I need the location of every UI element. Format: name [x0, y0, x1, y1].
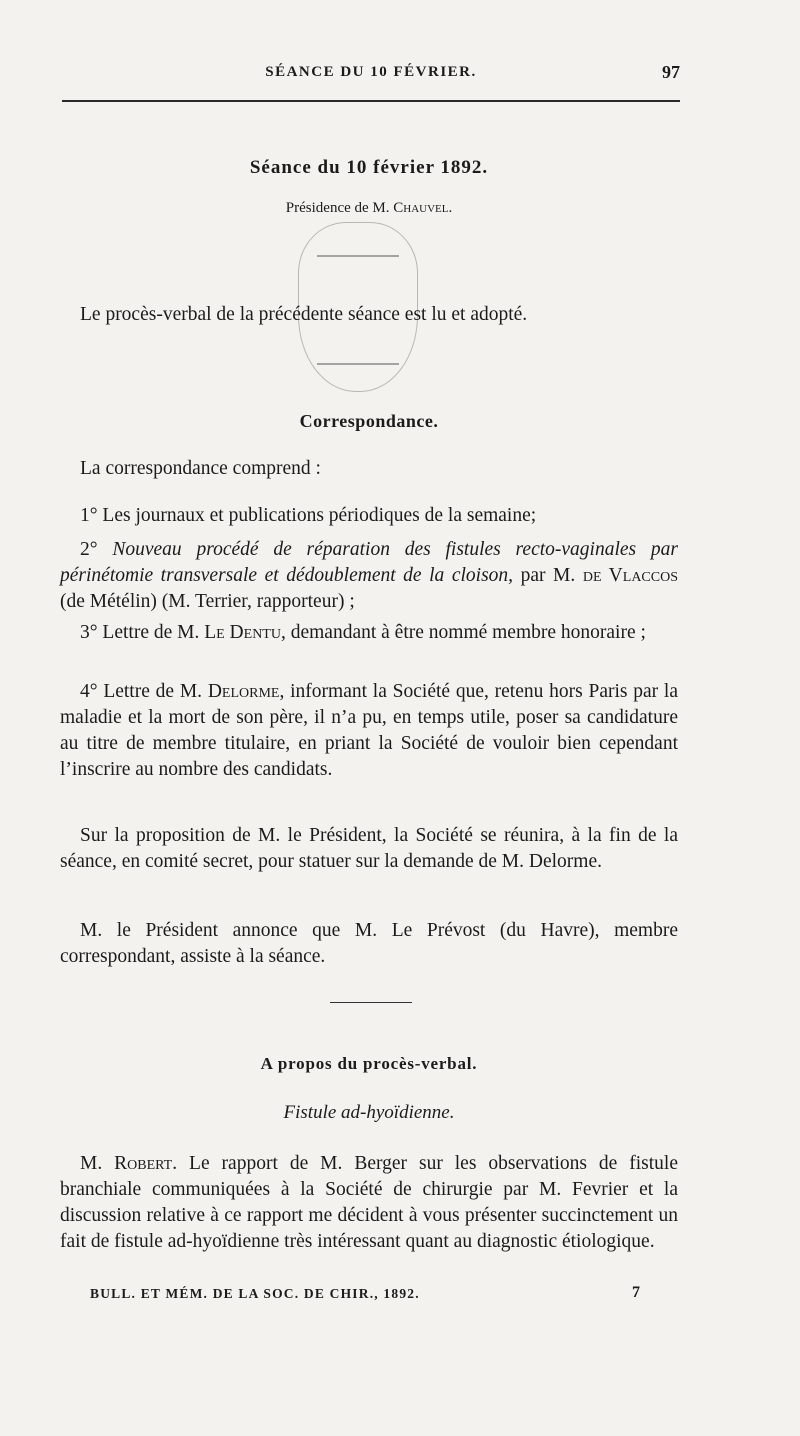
proposition-paragraph — [60, 823, 678, 875]
propos-heading: A propos du procès-verbal. — [260, 1054, 478, 1073]
robert-text: Le rapport de M. Berger sur les observations de fistule branchiale communiquées à la Société de chirurgie par M. Fevrier et la discussion relative à ce rapport me décident à vous présenter succinctement un fait de fistule ad-hyoïdienne très intéressant quant au diagnostic étiologique. — [60, 1153, 678, 1252]
stamp-bar-top — [317, 255, 399, 257]
proposition-text: Sur la proposition de M. le Président, la Société se réunira, à la fin de la séance, en comité secret, pour statuer sur la demande de M. Delorme. — [60, 825, 678, 872]
signature-mark: 7 — [632, 1284, 640, 1301]
item-4-after: informant la Société que, retenu hors Paris par la maladie et la mort de son père, il n’a pu, en temps utile, poser sa candidature au titre de membre titulaire, en priant la Société de vouloir bien cependant l’inscrire au nombre des candidats. — [60, 681, 679, 780]
robert-paragraph — [60, 1151, 678, 1255]
correspondance-item-2 — [60, 537, 678, 615]
item-2-number: 2° — [80, 539, 98, 560]
item-1-text: 1° Les journaux et publications périodiques de la semaine; — [80, 505, 537, 526]
president-name: Chauvel. — [393, 200, 453, 216]
item-3-after: demandant à être nommé membre honoraire ; — [290, 622, 646, 643]
running-head-title: SÉANCE DU 10 FÉVRIER. — [265, 64, 477, 80]
speaker-name: M. Robert. — [80, 1153, 178, 1174]
running-head — [62, 62, 680, 92]
intro-text: La correspondance comprend : — [80, 458, 321, 479]
item-2-author: de Vlaccos — [582, 565, 678, 586]
stamp-bar-bottom — [317, 363, 399, 365]
pv-adopted-paragraph — [60, 302, 678, 328]
item-2-par: par M. — [520, 565, 576, 586]
presidence-line — [60, 200, 678, 217]
item-3-before: 3° Lettre de M. — [80, 622, 200, 643]
correspondance-heading: Correspondance. — [299, 411, 439, 431]
annonce-paragraph — [60, 918, 678, 970]
page-number: 97 — [662, 62, 680, 82]
journal-reference: BULL. ET MÉM. DE LA SOC. DE CHIR., 1892. — [90, 1286, 420, 1301]
correspondance-intro — [60, 456, 678, 482]
item-2-title: Nouveau procédé de réparation des fistules recto-vaginales par périnétomie transversale et dédoublement de la cloison, — [60, 539, 678, 586]
item-4-name: Delorme, — [207, 681, 285, 702]
item-2-rest: (de Métélin) (M. Terrier, rapporteur) ; — [60, 591, 355, 612]
correspondance-item-3 — [60, 620, 678, 646]
pv-adopted-text: Le procès-verbal de la précédente séance est lu et adopté. — [80, 304, 528, 325]
correspondance-item-1 — [60, 503, 678, 529]
annonce-text: M. le Président annonce que M. Le Prévost (du Havre), membre correspondant, assiste à la séance. — [60, 920, 678, 967]
seance-title: Séance du 10 février 1892. — [249, 157, 489, 178]
presidence-prefix: Présidence de M. — [285, 200, 390, 216]
section-rule — [330, 1002, 412, 1003]
header-rule — [62, 100, 680, 102]
item-3-name: Le Dentu, — [204, 622, 286, 643]
propos-subtitle: Fistule ad-hyoïdienne. — [283, 1102, 455, 1123]
item-4-before: 4° Lettre de M. — [80, 681, 203, 702]
page-footer — [90, 1286, 650, 1310]
correspondance-item-4 — [60, 679, 678, 783]
